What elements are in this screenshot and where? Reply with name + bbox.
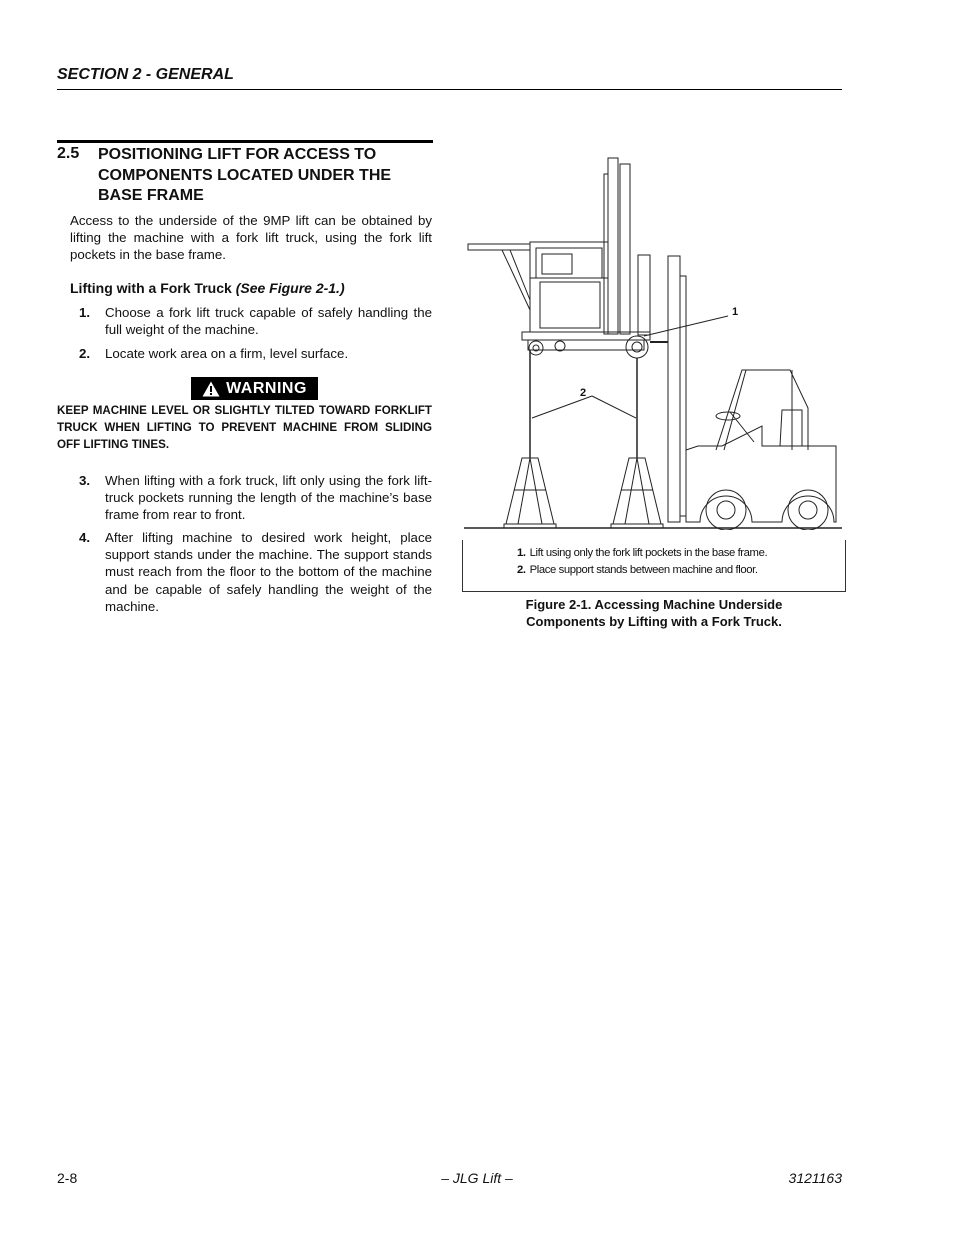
step-text: After lifting machine to desired work height, place support stands under the machine. The support stands must reach from the floor to the bottom of the machine and be capable of safely handling the weight of the machine. — [105, 530, 432, 614]
legend-text: Lift using only the fork lift pockets in the base frame. — [529, 547, 768, 559]
section-header: SECTION 2 - GENERAL — [57, 66, 234, 83]
step-text: Locate work area on a firm, level surface. — [105, 346, 349, 361]
step-number: 3. — [79, 473, 91, 488]
step-text: When lifting with a fork truck, lift only using the fork lift-truck pockets running the length of the machine’s base frame from rear to front. — [105, 473, 432, 523]
callout-2: 2 — [580, 387, 587, 399]
legend-item — [517, 547, 767, 559]
subheading-ref: (See Figure 2-1.) — [235, 280, 345, 296]
warning-label: WARNING — [226, 379, 307, 397]
warning-triangle-icon — [202, 381, 220, 397]
figure-caption — [462, 596, 846, 630]
step-item — [79, 345, 432, 362]
step-item — [79, 304, 432, 338]
step-number: 4. — [79, 530, 91, 545]
legend-item — [517, 564, 758, 576]
subheading — [70, 280, 345, 296]
intro-paragraph: Access to the underside of the 9MP lift can be obtained by lifting the machine with a fork lift truck, using the fork lift pockets in the base frame. — [70, 213, 432, 263]
subheading-text: Lifting with a Fork Truck — [70, 280, 236, 296]
warning-text: KEEP MACHINE LEVEL OR SLIGHTLY TILTED TOWARD FORKLIFT TRUCK WHEN LIFTING TO PREVENT MACHINE FROM SLIDING OFF LIFTING TINES. — [57, 404, 432, 452]
step-item — [79, 472, 432, 524]
forklift-illustration — [462, 150, 846, 530]
footer-doc-number: 3121163 — [788, 1170, 842, 1186]
step-number: 1. — [79, 305, 91, 320]
step-text: Choose a fork lift truck capable of safely handling the full weight of the machine. — [105, 305, 432, 338]
section-title: POSITIONING LIFT FOR ACCESS TO COMPONENTS LOCATED UNDER THE BASE FRAME — [98, 146, 392, 204]
footer-center: – JLG Lift – — [441, 1170, 513, 1186]
step-item — [79, 529, 432, 615]
section-rule — [57, 140, 433, 143]
step-number: 2. — [79, 346, 91, 361]
caption-line: Figure 2-1. Accessing Machine Underside — [525, 597, 783, 612]
section-number: 2.5 — [57, 145, 80, 162]
legend-number: 2. — [517, 564, 526, 576]
callout-1: 1 — [732, 306, 739, 318]
legend-text: Place support stands between machine and floor. — [529, 564, 758, 576]
caption-line: Components by Lifting with a Fork Truck. — [526, 614, 782, 629]
warning-banner — [191, 377, 318, 400]
footer-page-number: 2-8 — [57, 1170, 78, 1186]
header-rule — [57, 89, 842, 90]
figure-legend — [462, 540, 846, 592]
legend-number: 1. — [517, 547, 526, 559]
